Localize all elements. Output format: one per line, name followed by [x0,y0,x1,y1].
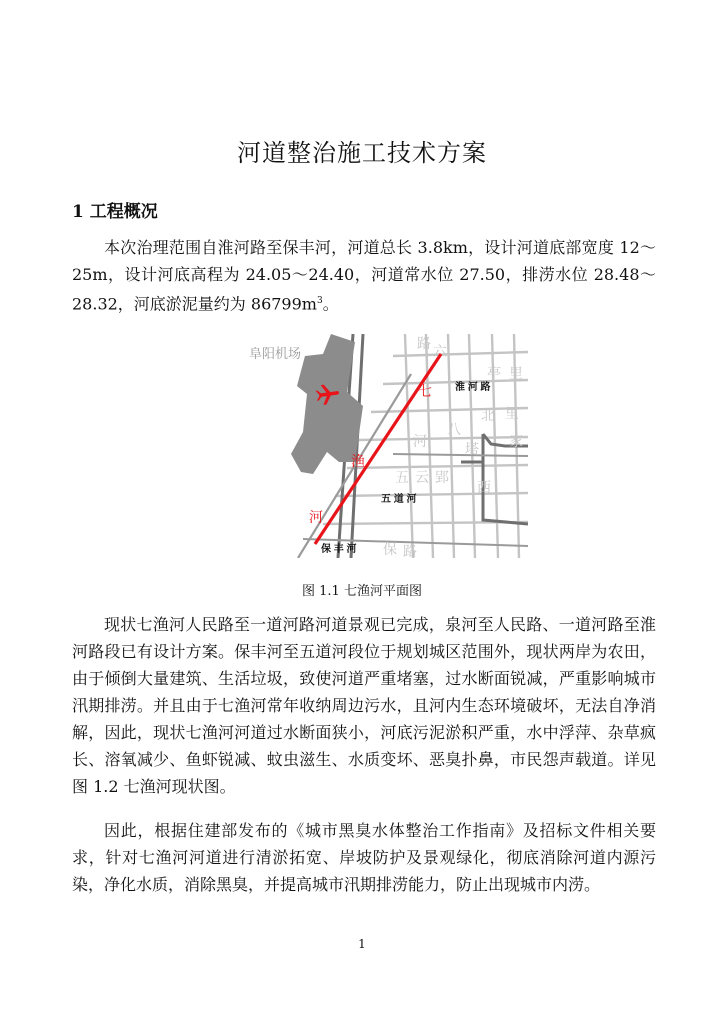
section-heading: 1 工程概况 [72,202,158,222]
paragraph-plan: 因此，根据住建部发布的《城市黑臭水体整治工作指南》及招标文件相关要求，针对七渔河河道进行清淤拓宽、岸坡防护及景观绿化，彻底消除河道内源污染，净化水质，消除黑臭，并提高城市汛期排涝能力，防止出现城市内涝。 [72,821,656,894]
district-char: 路 [403,543,417,558]
road-label-baofeng: 保 丰 河 [321,544,357,555]
district-char: 六 [433,343,447,359]
superscript-3: 3 [316,296,323,306]
district-char: 五 [395,469,409,485]
district-char: 亭 [487,365,501,381]
district-char: 里 [505,405,519,421]
figure-caption: 图 1.1 七渔河平面图 [302,584,422,599]
district-char: 北 [481,407,495,423]
paragraph-overview [72,234,656,317]
district-char: 塔 [465,441,479,457]
paragraph-overview-end: 。 [322,294,339,314]
district-char: 家 [509,433,523,449]
road-label-huaihe: 淮 河 路 [455,382,491,393]
document-title: 河道整治施工技术方案 [237,139,487,167]
district-char: 八 [447,421,461,437]
district-char: 保 [383,541,397,557]
district-char: 云 [415,469,429,485]
district-char: 路 [417,335,431,351]
district-char: 郢 [435,469,449,485]
district-char: 西 [477,479,491,495]
river-plan-map [243,334,528,558]
river-char-3: 河 [309,509,323,525]
paragraph-current-status: 现状七渔河人民路至一道河路河道景观已完成，泉河至人民路、一道河路至淮河路段已有设计方案。保丰河至五道河段位于规划城区范围外，现状两岸为农田，由于倾倒大量建筑、生活垃圾，致使河道严重堵塞，过水断面锐减，严重影响城市汛期排涝。并且由于七渔河常年收纳周边污水，且河内生态环境破坏，无法自净消解，因此，现状七渔河河道过水断面狭小，河底污泥淤积严重，水中浮萍、杂草疯长、溶氧减少、鱼虾锐减、蚊虫滋生、水质变坏、恶臭扑鼻，市民怨声载道。详见图 1.2 七渔河现状图。 [72,615,656,796]
river-char-1: 七 [418,383,432,399]
page-number: 1 [358,937,366,951]
airport-label: 阜阳机场 [249,346,302,361]
district-char: 里 [509,365,523,381]
district-char: 河 [413,433,427,449]
river-char-2: 渔 [351,453,365,469]
road-label-wudao: 五 道 河 [381,494,417,505]
paragraph-overview-text: 本次治理范围自淮河路至保丰河，河道总长 3.8km，设计河道底部宽度 12～25m，设计河底高程为 24.05～24.40，河道常水位 27.50，排涝水位 28.48～28.32，河底淤泥量约为 86799m [72,238,656,314]
